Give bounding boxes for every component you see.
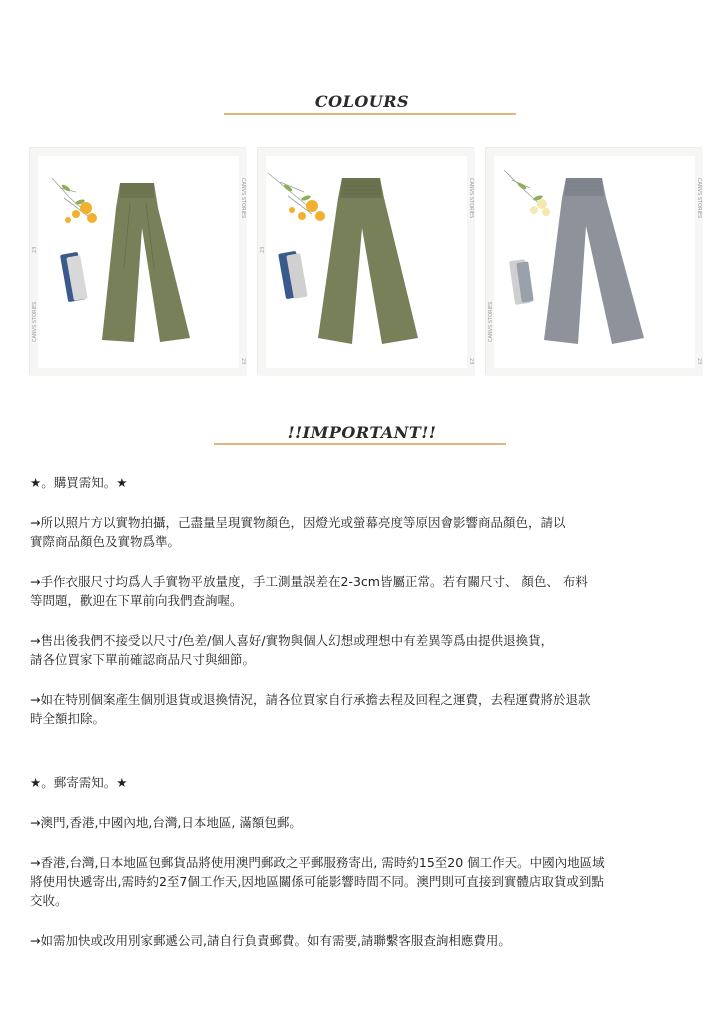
photo-watermark: CANVS STORIES <box>696 178 702 219</box>
colours-title-rule <box>224 113 516 115</box>
photo-number: 23 <box>260 246 266 253</box>
product-photo-olive-2 <box>257 147 474 375</box>
important-title: !!IMPORTANT!! <box>287 423 437 442</box>
shipping-note-2: →香港,台灣,日本地區包郵貨品將使用澳門郵政之平郵服務寄出, 需時約15至20 個工作天。中國內地區域 將使用快遞寄出,需時約2至7個工作天,因地區關係可能影響時間不同。澳門則可直接到實體店取貨或到點 交收。 <box>30 855 605 908</box>
colours-title: COLOURS <box>314 92 410 111</box>
important-title-rule <box>214 443 506 445</box>
photo-watermark: CANVS STORIES <box>488 301 494 342</box>
grey-pants-image <box>486 148 703 376</box>
shipping-note-1: →澳門,香港,中國內地,台灣,日本地區, 滿額包郵。 <box>30 815 302 830</box>
purchase-note-1: →所以照片方以實物拍攝，己盡量呈現實物顏色，因燈光或螢幕亮度等原因會影響商品顏色，請以 實際商品顏色及實物爲準。 <box>30 515 566 549</box>
photo-watermark: CANVS STORIES <box>240 178 246 219</box>
olive-pants-image-1 <box>30 148 247 376</box>
purchase-note-2: →手作衣服尺寸均爲人手實物平放量度，手工測量誤差在2-3cm皆屬正常。若有關尺寸、 顏色、 布料 等問題，歡迎在下單前向我們查詢喔。 <box>30 574 588 608</box>
shipping-note-3: →如需加快或改用別家郵遞公司,請自行負責郵費。如有需要,請聯繫客服查詢相應費用。 <box>30 933 511 948</box>
shipping-heading: ★。郵寄需知。★ <box>30 775 128 790</box>
purchase-note-3: →售出後我們不接受以尺寸/色差/個人喜好/實物與個人幻想或理想中有差異等爲由提供退換貨， 請各位買家下單前確認商品尺寸與細節。 <box>30 633 554 667</box>
photo-number: 23 <box>32 246 38 253</box>
purchase-note-4: →如在特別個案產生個別退貨或退換情況，請各位買家自行承擔去程及回程之運費，去程運費將於退款 時全額扣除。 <box>30 692 591 726</box>
olive-pants-image-2 <box>258 148 475 376</box>
photo-number: 23 <box>240 358 246 365</box>
purchase-heading: ★。購買需知。★ <box>30 475 128 490</box>
product-photo-olive-1 <box>29 147 246 375</box>
photo-number: 23 <box>696 358 702 365</box>
photo-number: 23 <box>468 358 474 365</box>
photo-watermark: CANVS STORIES <box>32 301 38 342</box>
purchase-notes <box>30 473 650 728</box>
product-photo-grey <box>485 147 702 375</box>
photo-watermark: CANVS STORIES <box>468 178 474 219</box>
shipping-notes <box>30 773 650 950</box>
